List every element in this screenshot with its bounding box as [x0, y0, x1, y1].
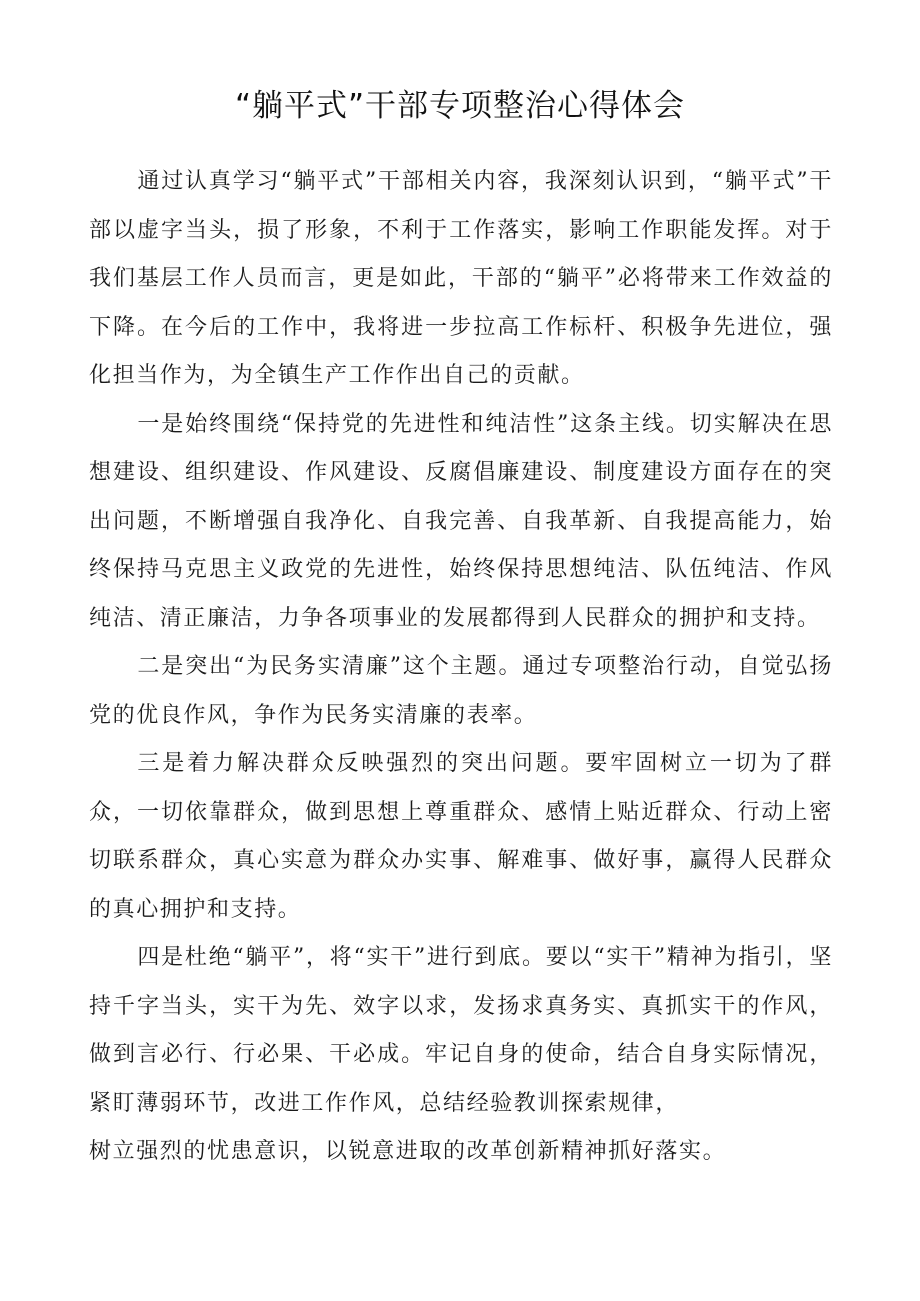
paragraph-point-one: 一是始终围绕“保持党的先进性和纯洁性”这条主线。切实解决在思想建设、组织建设、作风建设、反腐倡廉建设、制度建设方面存在的突出问题，不断增强自我净化、自我完善、自我革新、自我提高能力，始终保持马克思主义政党的先进性，始终保持思想纯洁、队伍纯洁、作风纯洁、清正廉洁，力争各项事业的发展都得到人民群众的拥护和支持。	[89, 411, 833, 631]
paragraph-point-four: 四是杜绝“躺平”，将“实干”进行到底。要以“实干”精神为指引，坚持千字当头，实干为先、效字以求，发扬求真务实、真抓实干的作风，做到言必行、行必果、干必成。牢记自身的使命，结合自身实际情况，紧盯薄弱环节，改进工作作风，总结经验教训探索规律，	[89, 945, 833, 1116]
document-body	[89, 158, 833, 1177]
paragraph-closing: 树立强烈的忧患意识，以锐意进取的改革创新精神抓好落实。	[89, 1139, 727, 1164]
paragraph-point-three: 三是着力解决群众反映强烈的突出问题。要牢固树立一切为了群众，一切依靠群众，做到思想上尊重群众、感情上贴近群众、行动上密切联系群众，真心实意为群众办实事、解难事、做好事，赢得人民群众的真心拥护和支持。	[89, 751, 833, 922]
paragraph-intro: 通过认真学习“躺平式”干部相关内容，我深刻认识到，“躺平式”干部以虚字当头，损了形象，不利于工作落实，影响工作职能发挥。对于我们基层工作人员而言，更是如此，干部的“躺平”必将带来工作效益的下降。在今后的工作中，我将进一步拉高工作标杆、积极争先进位，强化担当作为，为全镇生产工作作出自己的贡献。	[89, 169, 833, 388]
document-title: “躺平式”干部专项整治心得体会	[234, 88, 686, 124]
paragraph-point-two: 二是突出“为民务实清廉”这个主题。通过专项整治行动，自觉弘扬党的优良作风，争作为民务实清廉的表率。	[89, 654, 833, 728]
